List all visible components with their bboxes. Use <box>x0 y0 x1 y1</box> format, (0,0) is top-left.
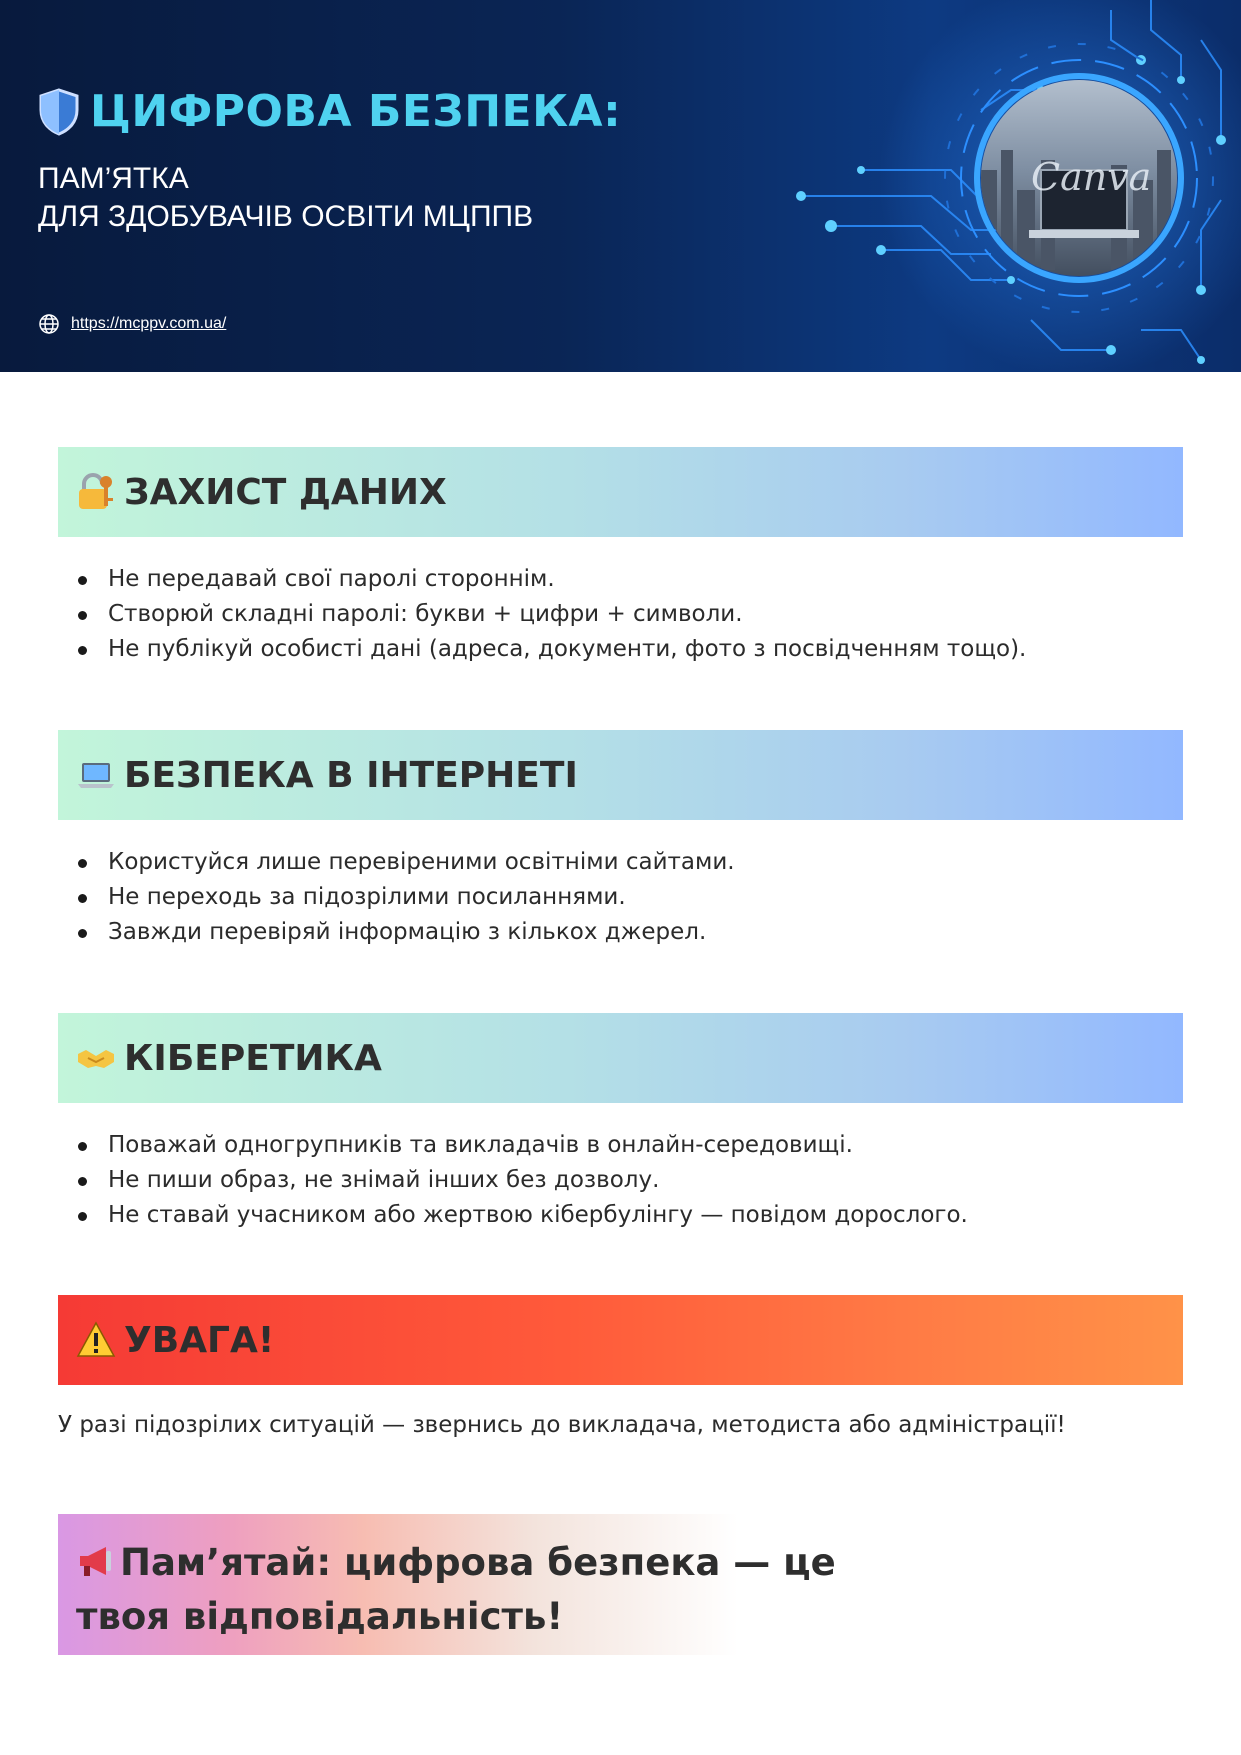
section-cyberethics-list <box>74 1128 968 1233</box>
warning-title: УВАГА! <box>124 1319 275 1361</box>
header-banner <box>0 0 1241 372</box>
title-row <box>38 86 621 137</box>
warning-header <box>58 1295 1183 1385</box>
subtitle-line-1: ПАМ’ЯТКА <box>38 162 189 195</box>
shield-icon <box>38 88 80 136</box>
list-item: Створюй складні паролі: букви + цифри + символи. <box>74 597 1026 632</box>
section-data-protection-list <box>74 562 1026 667</box>
list-item: Завжди перевіряй інформацію з кількох джерел. <box>74 915 735 950</box>
section-title: ЗАХИСТ ДАНИХ <box>124 471 447 513</box>
final-reminder <box>58 1514 836 1655</box>
list-item: Користуйся лише перевіреними освітніми сайтами. <box>74 845 735 880</box>
final-text: Пам’ятай: цифрова безпека — це твоя відповідальність! <box>76 1541 836 1638</box>
warning-text: У разі підозрілих ситуацій — звернись до викладача, методиста або адміністрації! <box>58 1412 1066 1438</box>
globe-icon <box>38 313 60 335</box>
section-title: БЕЗПЕКА В ІНТЕРНЕТІ <box>124 754 578 796</box>
url-row <box>38 313 226 335</box>
section-internet-safety-header <box>58 730 1183 820</box>
lock-key-icon <box>76 472 116 512</box>
section-internet-safety-list <box>74 845 735 950</box>
list-item: Не ставай учасником або жертвою кібербулінгу — повідом дорослого. <box>74 1198 968 1233</box>
warning-icon <box>76 1320 116 1360</box>
list-item: Не передавай свої паролі стороннім. <box>74 562 1026 597</box>
list-item: Поважай одногрупників та викладачів в онлайн-середовищі. <box>74 1128 968 1163</box>
section-cyberethics-header <box>58 1013 1183 1103</box>
laptop-icon <box>76 755 116 795</box>
subtitle-line-2: ДЛЯ ЗДОБУВАЧІВ ОСВІТИ МЦППВ <box>38 200 534 233</box>
section-data-protection-header <box>58 447 1183 537</box>
handshake-icon <box>76 1038 116 1078</box>
section-title: КІБЕРЕТИКА <box>124 1037 382 1079</box>
page-title: ЦИФРОВА БЕЗПЕКА: <box>90 86 622 137</box>
list-item: Не публікуй особисті дані (адреса, документи, фото з посвідченням тощо). <box>74 632 1026 667</box>
list-item: Не пиши образ, не знімай інших без дозволу. <box>74 1163 968 1198</box>
list-item: Не переходь за підозрілими посиланнями. <box>74 880 735 915</box>
megaphone-icon <box>76 1543 116 1579</box>
canva-watermark: Canva <box>1031 155 1152 199</box>
circuit-illustration <box>681 0 1241 372</box>
website-link[interactable]: https://mcppv.com.ua/ <box>71 315 227 332</box>
